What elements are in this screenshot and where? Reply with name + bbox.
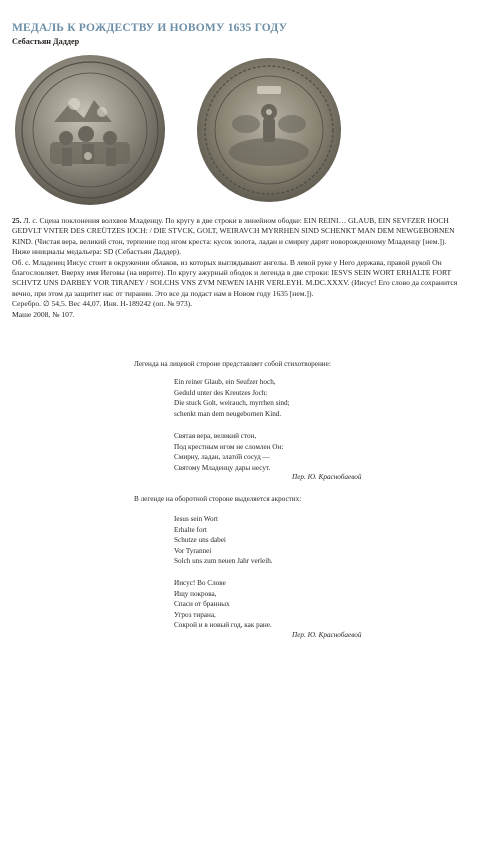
verse-line: Erhalte fort: [174, 525, 207, 534]
verse-line: Спаси от бранных: [174, 600, 230, 609]
poem-1-russian: [174, 431, 283, 473]
verse-line: Vor Tyrannei: [174, 546, 212, 555]
verse-line: Угроз тирана,: [174, 610, 216, 619]
verse-line: Ein reiner Glaub, ein Seufzer hoch,: [174, 378, 276, 386]
verse-line: Schutze uns dabei: [174, 536, 226, 545]
page-title: МЕДАЛЬ К РОЖДЕСТВУ И НОВОМУ 1635 ГОДУ: [12, 22, 288, 34]
reverse-description: Об. с. Младенец Иисус стоит в окружении облаков, из которых выглядывают ангелы. В левой руке у Него держава, правой рукой Он благословляет. Вверху имя Иеговы (на иврите). По кругу ажурный ободок и легенда в две строки: IESVS SEIN WORT ERHALTE FORT SCHVTZ UNS DARBEY VOR TIRANEY / SOLCHS VNS ZVM NEWEN IAHR VERLEYH. M.DC.XXXV. (Иисус! Его слово да сохранится вечно, при этом да защитит нас от тирании. Это все да подаст нам в Новом году 1635 [нем.]).: [12, 257, 458, 298]
verse-line: Ищу покрова,: [174, 589, 217, 598]
poem-1-intro: Легенда на лицевой стороне представляет собой стихотворение:: [134, 360, 331, 368]
obverse-medal: [15, 55, 165, 205]
medal-photographs: [14, 52, 344, 212]
verse-line: Die stuck Golt, weirauch, myrrhen sind;: [174, 399, 290, 408]
poem-2-russian: [174, 578, 272, 631]
obverse-description: Л. с. Сцена поклонения волхвов Младенцу. По кругу в две строки в линейном ободке: EIN REINI… GLAUB, EIN SEVFZER HOCH GEDVLT VNTER DES CREÜTZES IOCH: / DIE STVCK, GOLT, WEIRAVCH MYRRHEN SIND SCHENKT MAN DEM NEWGEBORNEN KIND. (Чистая вера, великий стон, терпение под игом креста: кусок золота, ладан и смирну дарят новорожденному Младенцу [нем.]). Ниже инициалы медальера: SD (Себастьян Даддер).: [12, 216, 455, 257]
verse-line: Смирну, ладан, злато̆й сосуд —: [174, 453, 270, 462]
translator-credit-1: Пер. Ю. Краснобаевой: [292, 473, 362, 481]
catalog-entry: [12, 216, 464, 320]
verse-line: Solch uns zum neuen Jahr verleih.: [174, 557, 273, 566]
author-name: Себастьян Даддер: [12, 37, 80, 46]
entry-number: 25.: [12, 216, 22, 225]
reference-line: Маше 2008, № 107.: [12, 309, 75, 319]
poem-1-german: [174, 377, 290, 419]
poem-2-german: [174, 514, 273, 567]
verse-line: Сокрой и в новый год, как ране.: [174, 621, 272, 630]
verse-line: Iesus sein Wort: [174, 515, 219, 523]
specs-line: Серебро. ∅ 54,5. Вес 44,07. Инв. Н-189242 (оп. № 973).: [12, 299, 193, 309]
verse-line: Geduld unter des Kreutzes Joch:: [174, 388, 268, 397]
verse-line: Святому Младенцу дары несут.: [174, 463, 271, 472]
translator-credit-2: Пер. Ю. Краснобаевой: [292, 631, 362, 639]
verse-line: Святая вера, великий стон,: [174, 432, 257, 440]
poem-2-intro: В легенде на оборотной стороне выделяется акростих:: [134, 495, 302, 503]
verse-line: Иисус! Во Слове: [174, 579, 226, 587]
verse-line: Под крестным игом не сломлен Он:: [174, 442, 284, 451]
verse-line: schenkt man dem neugebornen Kind.: [174, 409, 282, 418]
reverse-medal: [197, 58, 341, 202]
